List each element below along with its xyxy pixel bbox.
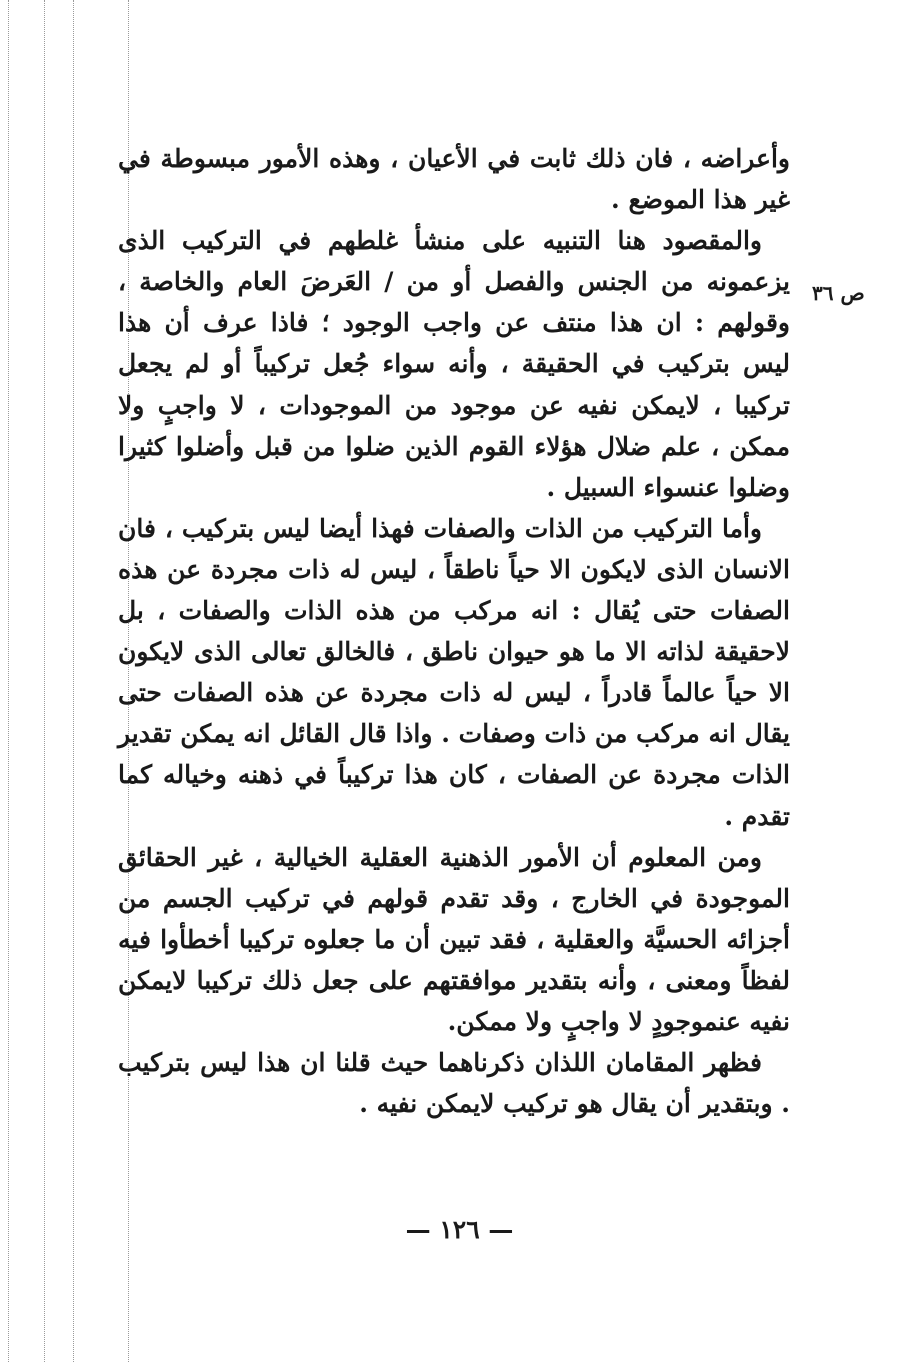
paragraph-5: فظهر المقامان اللذان ذكرناهما حيث قلنا ان هذا ليس بتركيب . وبتقدير أن يقال هو تركيب لايمكن نفيه . <box>118 1048 790 1119</box>
paragraph-2: والمقصود هنا التنبيه على منشأ غلطهم في التركيب الذى يزعمونه من الجنس والفصل أو من / العَرضَ العام والخاصة ، وقولهم : ان هذا منتف عن واجب الوجود ؛ فاذا عرف أن هذا ليس بتركيب في الحقيقة ، وأنه سواء جُعل تركيباً أو لم يجعل تركيبا ، لايمكن نفيه عن موجود من الموجودات ، لا واجبٍ ولا ممكن ، علم ضلال هؤلاء القوم الذين ضلوا من قبل وأضلوا كثيرا وضلوا عنسواء السبيل . <box>118 226 790 502</box>
scan-margin-line <box>73 0 74 1362</box>
scan-margin-line <box>44 0 45 1362</box>
paragraph-4: ومن المعلوم أن الأمور الذهنية العقلية الخيالية ، غير الحقائق الموجودة في الخارج ، وقد تقدم قولهم في تركيب الجسم من أجزائه الحسيَّة والعقلية ، فقد تبين أن ما جعلوه تركيبا أخطأوا فيه لفظاً ومعنى ، وأنه بتقدير موافقتهم على جعل ذلك تركيبا لايمكن نفيه عنموجودٍ لا واجبٍ ولا ممكن. <box>118 842 790 1036</box>
margin-page-reference: ص ٣٦ <box>812 281 865 305</box>
page-number: — ١٢٦ — <box>405 1215 514 1244</box>
paragraph-1: وأعراضه ، فان ذلك ثابت في الأعيان ، وهذه الأمور مبسوطة في غير هذا الموضع . <box>118 144 790 215</box>
paragraph-3: وأما التركيب من الذات والصفات فهذا أيضا ليس بتركيب ، فان الانسان الذى لايكون الا حياً ناطقاً ، ليس له ذات مجردة عن هذه الصفات حتى يُقال : انه مركب من هذه الذات والصفات ، بل لاحقيقة لذاته الا ما هو حيوان ناطق ، فالخالق تعالى الذى لايكون الا حياً عالماً قادراً ، ليس له ذات مجردة عن هذه الصفات حتى يقال انه مركب من ذات وصفات . واذا قال القائل انه يمكن تقدير الذات مجردة عن الصفات ، كان هذا تركيباً في ذهنه وخياله كما تقدم . <box>118 513 790 831</box>
scan-margin-line <box>8 0 9 1362</box>
body-text <box>118 138 790 1124</box>
